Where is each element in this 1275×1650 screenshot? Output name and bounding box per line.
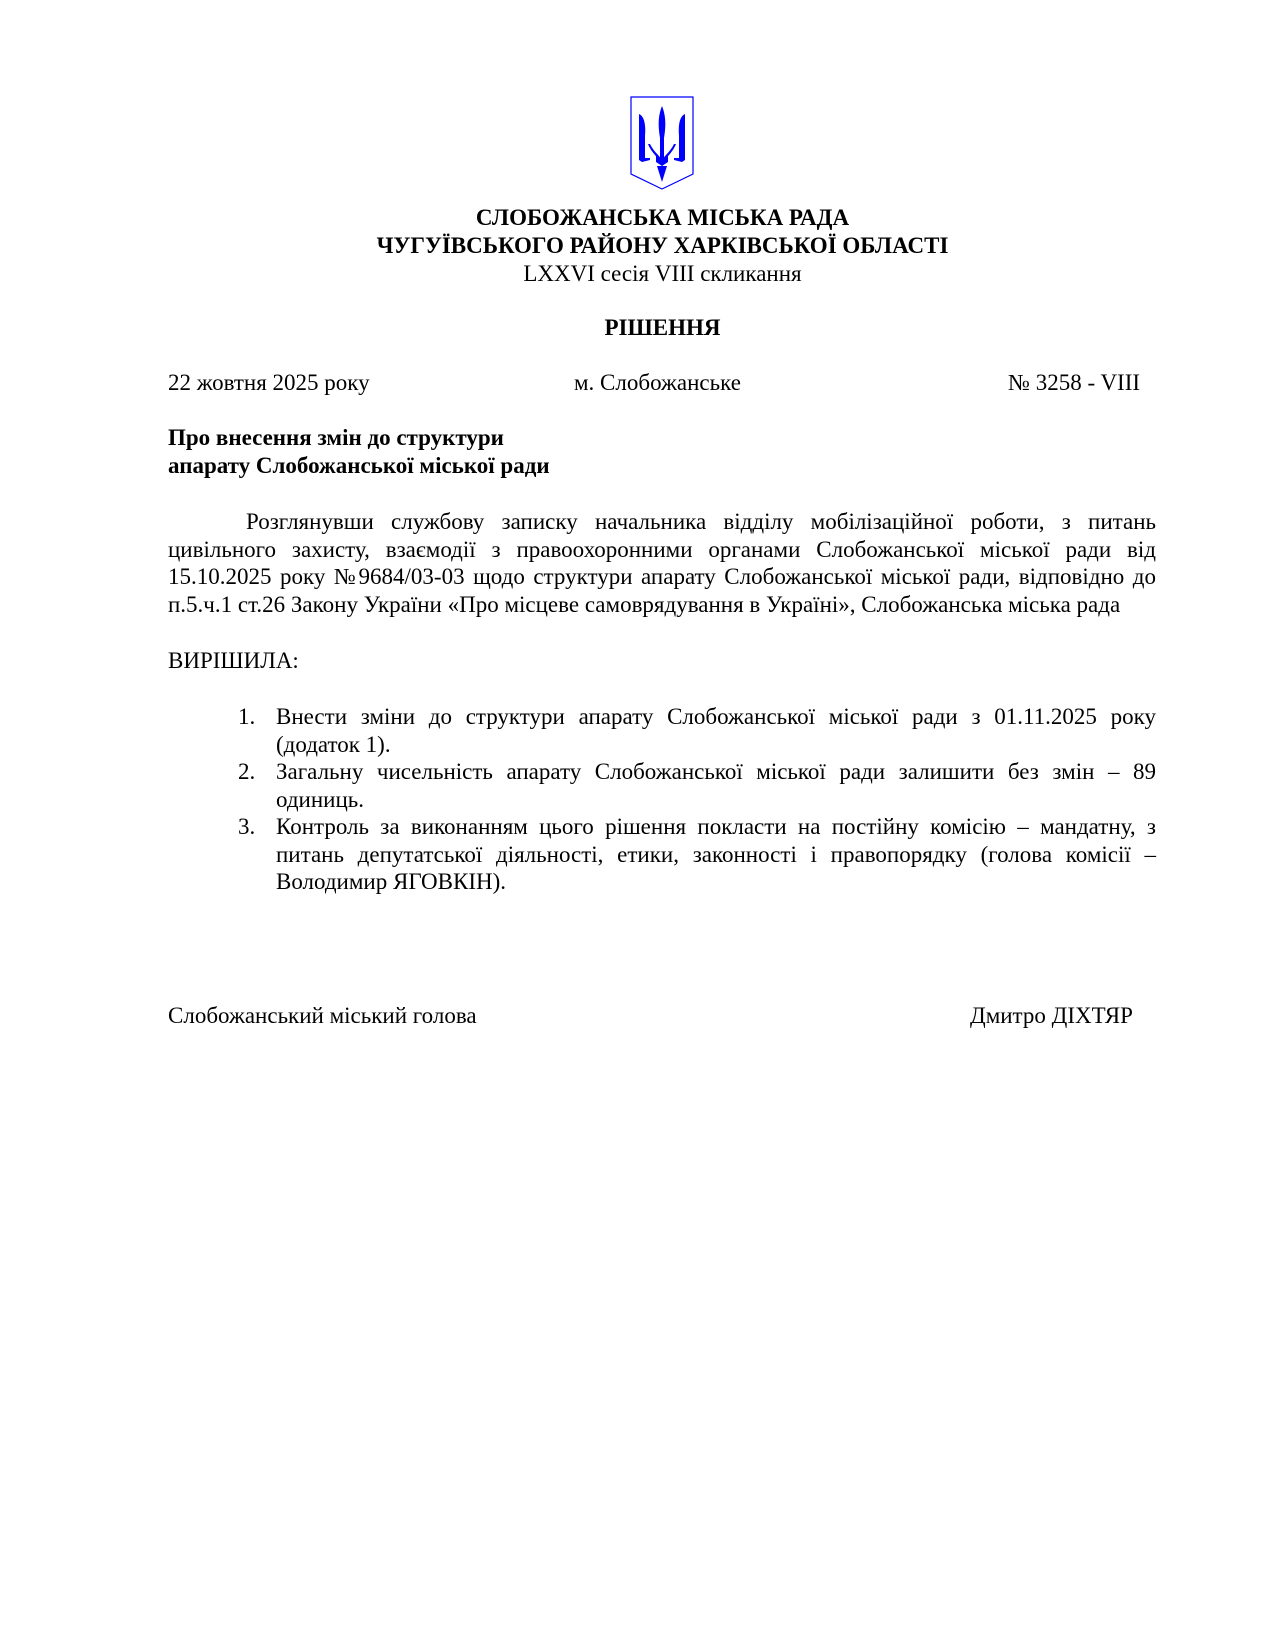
session-label: LXXVI сесія VIII скликання — [523, 261, 802, 286]
signatory-name: Дмитро ДІХТЯР — [970, 1003, 1133, 1028]
decision-items — [168, 703, 1156, 896]
decision-place: м. Слобожанське — [574, 370, 741, 395]
decision-item — [168, 758, 1156, 813]
item-text: Внести зміни до структури апарату Слобожанської міської ради з 01.11.2025 року (додаток 1). — [276, 704, 1156, 757]
item-number: 1. — [238, 704, 256, 729]
item-text: Контроль за виконанням цього рішення покласти на постійну комісію – мандатну, з питань депутатської діяльності, етики, законності і правопорядку (голова комісії – Володимир ЯГОВКІН). — [276, 814, 1156, 894]
decision-item — [168, 813, 1156, 896]
document-type: РІШЕННЯ — [604, 315, 721, 340]
decision-date: 22 жовтня 2025 року — [168, 370, 370, 395]
decision-number: № 3258 - VIII — [1008, 370, 1141, 395]
item-number: 3. — [238, 814, 256, 839]
subject-line-1: Про внесення змін до структури — [168, 425, 504, 450]
resolved-heading: ВИРІШИЛА: — [168, 648, 299, 673]
council-name: СЛОБОЖАНСЬКА МІСЬКА РАДА — [475, 205, 850, 230]
ukraine-coat-of-arms-icon — [630, 96, 694, 190]
preamble-paragraph: Розглянувши службову записку начальника відділу мобілізаційної роботи, з питань цивільного захисту, взаємодії з правоохоронними органами Слобожанської міської ради від 15.10.2025 року №9684/03-03 щодо структури апарату Слобожанської міської ради, відповідно до п.5.ч.1 ст.26 Закону України «Про місцеве самоврядування в Україні», Слобожанська міська рада — [168, 509, 1156, 617]
district-name: ЧУГУЇВСЬКОГО РАЙОНУ ХАРКІВСЬКОЇ ОБЛАСТІ — [376, 233, 949, 258]
item-number: 2. — [238, 759, 256, 784]
decision-item — [168, 703, 1156, 758]
signatory-position: Слобожанський міський голова — [168, 1003, 477, 1028]
item-text: Загальну чисельність апарату Слобожанської міської ради залишити без змін – 89 одиниць. — [276, 759, 1156, 812]
subject-line-2: апарату Слобожанської міської ради — [168, 453, 550, 478]
